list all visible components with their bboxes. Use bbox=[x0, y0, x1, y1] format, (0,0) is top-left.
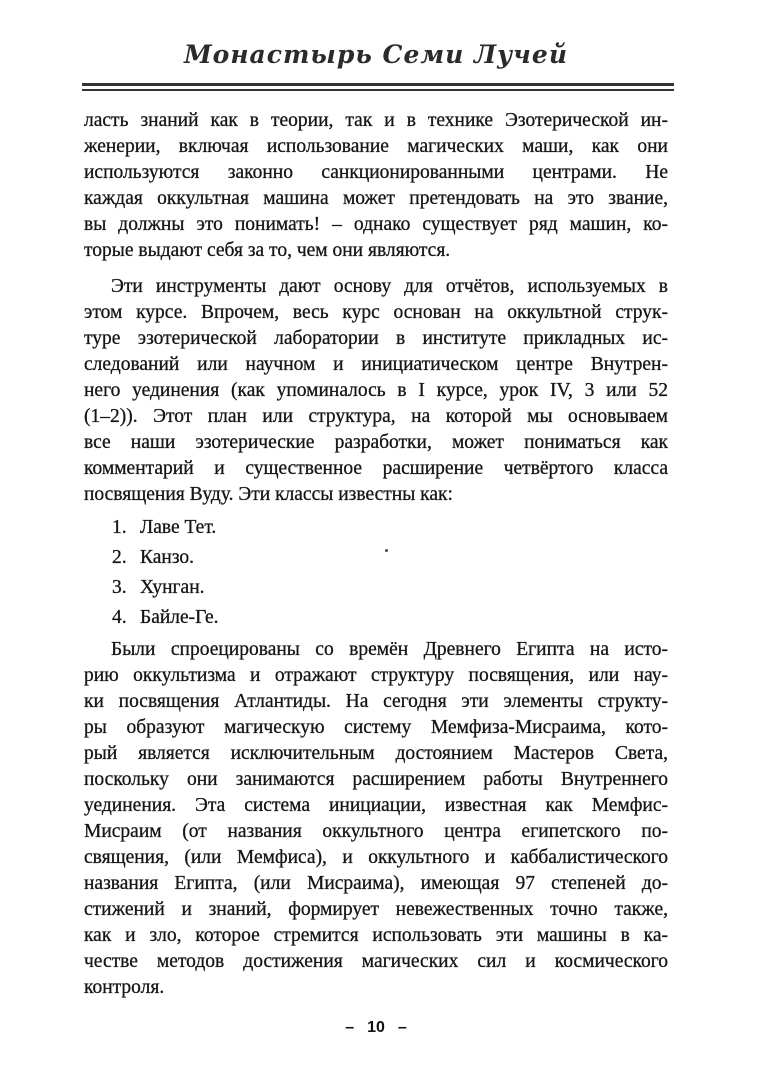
running-header bbox=[0, 38, 761, 91]
page-number: 10 bbox=[367, 1019, 385, 1036]
text-line: ласть знаний как в теории, так и в технике Эзотерической ин- bbox=[84, 110, 668, 131]
list-item-number: 1. bbox=[112, 517, 127, 538]
footer-dash-right: – bbox=[397, 1019, 407, 1036]
text-line: каждая оккультная машина может претендовать на это звание, bbox=[84, 188, 668, 209]
text-line: поскольку они занимаются расширением работы Внутреннего bbox=[84, 769, 668, 790]
page-footer bbox=[84, 1018, 668, 1038]
text-line: уединения. Эта система инициации, известная как Мемфис- bbox=[84, 795, 668, 816]
text-line: торые выдают себя за то, чем они являются. bbox=[84, 240, 451, 261]
text-line: все наши эзотерические разработки, может пониматься как bbox=[84, 432, 668, 453]
text-line: вы должны это понимать! – однако существует ряд машин, ко- bbox=[84, 214, 668, 235]
text-line: стижений и знаний, формирует невежественных точно также, bbox=[84, 899, 668, 920]
text-line: контроля. bbox=[84, 977, 165, 998]
text-line: следований или научном и инициатическом центре Внутрен- bbox=[84, 354, 668, 375]
numbered-list bbox=[84, 513, 668, 633]
text-line: Эти инструменты дают основу для отчётов, используемых в bbox=[111, 276, 668, 297]
list-item bbox=[112, 573, 668, 603]
text-line: используются законно санкционированными центрами. Не bbox=[84, 162, 668, 183]
list-item bbox=[112, 513, 668, 543]
page-header-title: Монастырь Семи Лучей bbox=[183, 40, 569, 69]
header-rule bbox=[82, 83, 674, 91]
list-item-number: 2. bbox=[112, 547, 127, 568]
paragraph-1 bbox=[84, 108, 668, 264]
footer-dash-left: – bbox=[345, 1019, 355, 1036]
text-line: туре эзотерической лаборатории в институте прикладных ис- bbox=[84, 328, 668, 349]
paragraph-2 bbox=[84, 274, 668, 508]
list-item-number: 4. bbox=[112, 607, 127, 628]
list-item bbox=[112, 543, 668, 573]
text-line: Мисраим (от названия оккультного центра египетского по- bbox=[84, 821, 668, 842]
scan-speck bbox=[385, 549, 388, 552]
paragraph-3 bbox=[84, 637, 668, 1001]
list-item bbox=[112, 603, 668, 633]
text-line: посвящения Вуду. Эти классы известны как: bbox=[84, 484, 453, 505]
text-line: честве методов достижения магических сил и космического bbox=[84, 951, 668, 972]
text-line: рый является исключительным достоянием Мастеров Света, bbox=[84, 743, 668, 764]
page-body bbox=[84, 108, 668, 1001]
text-line: этом курсе. Впрочем, весь курс основан на оккультной струк- bbox=[84, 302, 668, 323]
text-line: ры образуют магическую систему Мемфиза-Мисраима, кото- bbox=[84, 717, 668, 738]
text-line: названия Египта, (или Мисраима), имеющая 97 степеней до- bbox=[84, 873, 668, 894]
list-item-number: 3. bbox=[112, 577, 127, 598]
list-item-text: Хунган. bbox=[140, 577, 205, 598]
list-item-text: Байле-Ге. bbox=[140, 607, 219, 628]
text-line: ки посвящения Атлантиды. На сегодня эти элементы структу- bbox=[84, 691, 668, 712]
text-line: комментарий и существенное расширение четвёртого класса bbox=[84, 458, 668, 479]
text-line: священия, (или Мемфиса), и оккультного и каббалистического bbox=[84, 847, 668, 868]
text-line: него уединения (как упоминалось в I курсе, урок IV, 3 или 52 bbox=[84, 380, 668, 401]
text-line: как и зло, которое стремится использовать эти машины в ка- bbox=[84, 925, 668, 946]
list-item-text: Канзо. bbox=[140, 547, 195, 568]
text-line: рию оккультизма и отражают структуру посвящения, или нау- bbox=[84, 665, 668, 686]
text-line: Были спроецированы со времён Древнего Египта на исто- bbox=[111, 639, 668, 660]
text-line: (1–2)). Этот план или структура, на которой мы основываем bbox=[84, 406, 668, 427]
text-line: женерии, включая использование магических маши, как они bbox=[84, 136, 668, 157]
list-item-text: Лаве Тет. bbox=[140, 517, 217, 538]
